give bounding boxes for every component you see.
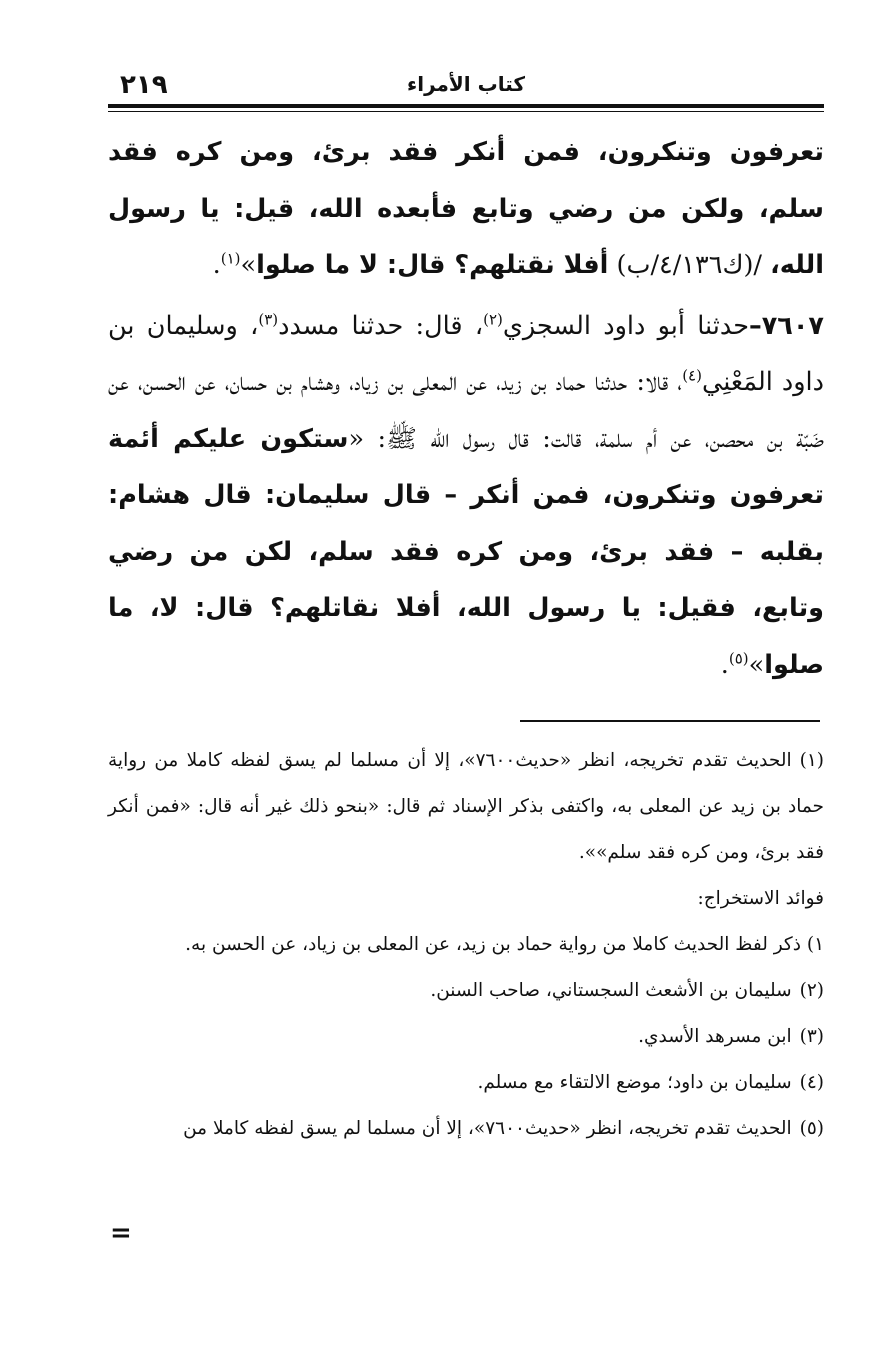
paragraph-hadith — [108, 298, 824, 694]
footnote-item — [108, 1060, 824, 1106]
footnote-separator — [520, 720, 820, 722]
footnote-item — [108, 876, 824, 922]
footnote-item — [108, 1106, 824, 1152]
isnad-text: ، قالا: حدثنا حماد بن زيد، عن المعلى بن زياد، وهشام بن حسان، عن الحسن، عن ضَبّة بن محصن، عن أم سلمة، قالت: قال رسول الله ﷺ: « — [108, 367, 824, 454]
footnote-item — [108, 1014, 824, 1060]
footnote-marker: (٣) — [799, 1026, 824, 1047]
footnote-marker: (١) — [799, 750, 824, 771]
main-text — [108, 124, 824, 693]
footnote-text: سليمان بن الأشعث السجستاني، صاحب السنن. — [430, 980, 792, 1001]
footnote-ref[interactable]: (٢) — [483, 310, 503, 328]
footnote-item — [108, 922, 824, 968]
full-stop: . — [720, 649, 729, 680]
footnote-text: الحديث تقدم تخريجه، انظر «حديث٧٦٠٠»، إلا أن مسلما لم يسق لفظه كاملا من رواية حماد بن زيد عن المعلى به، واكتفى بذكر الإسناد ثم قال: «بنحو ذلك غير أنه قال: «فمن أنكر فقد برئ، ومن كره فقد سلم»». — [108, 750, 824, 863]
header-rule — [108, 104, 824, 108]
isnad-text: حدثنا أبو داود السجزي — [502, 310, 749, 341]
footnote-ref[interactable]: (٣) — [258, 310, 279, 328]
footnote-marker: (٢) — [799, 980, 824, 1001]
paragraph-continuation — [108, 124, 824, 294]
full-stop: . — [212, 250, 221, 280]
footnotes — [108, 738, 824, 1152]
header-rule-thin — [108, 111, 824, 112]
footnote-text: ابن مسرهد الأسدي. — [638, 1026, 792, 1047]
isnad-text: ، قال: حدثنا مسدد — [278, 310, 484, 341]
page-number: ٢١٩ — [120, 70, 168, 100]
hadith-text-bold: أفلا نقتلهم؟ قال: لا ما صلوا — [256, 250, 609, 280]
manuscript-ref: /(ك٤/١٣٦/ب) — [608, 250, 771, 280]
footnote-ref[interactable]: (٥) — [728, 649, 749, 667]
footnote-marker: (٤) — [799, 1072, 824, 1093]
footnote-text: فوائد الاستخراج: — [697, 888, 824, 909]
footnote-text: الحديث تقدم تخريجه، انظر «حديث٧٦٠٠»، إلا أن مسلما لم يسق لفظه كاملا من — [183, 1118, 792, 1139]
hadith-number: ٧٦٠٧– — [748, 310, 824, 341]
footnote-ref[interactable]: (٤) — [682, 366, 702, 385]
footnote-text: سليمان بن داود؛ موضع الالتقاء مع مسلم. — [477, 1072, 792, 1093]
isnad-text: ، وسليمان بن داود المَعْنِي — [108, 310, 824, 397]
footnote-item — [108, 738, 824, 876]
page-header — [108, 66, 824, 106]
hadith-text-bold: ستكون عليكم أئمة تعرفون وتنكرون، فمن أنكر – قال سليمان: قال هشام: بقلبه – فقد برئ، ومن كره فقد سلم، لكن من رضي وتابع، فقيل: يا رسول الله، أفلا نقاتلهم؟ قال: لا، ما صلوا — [108, 423, 824, 680]
quote-close: » — [240, 250, 257, 280]
continuation-mark: = — [110, 1218, 132, 1248]
footnote-item — [108, 968, 824, 1014]
footnote-marker: (٥) — [799, 1118, 824, 1139]
hadith-text-bold: تعرفون وتنكرون، فمن أنكر فقد برئ، ومن كره فقد سلم، ولكن من رضي وتابع فأبعده الله، قيل: يا رسول الله، — [108, 137, 824, 280]
footnote-text: ١) ذكر لفظ الحديث كاملا من رواية حماد بن زيد، عن المعلى بن زياد، عن الحسن به. — [185, 934, 824, 955]
running-title: كتاب الأمراء — [406, 72, 526, 96]
footnote-ref[interactable]: (١) — [220, 249, 241, 268]
quote-close: » — [748, 649, 765, 680]
